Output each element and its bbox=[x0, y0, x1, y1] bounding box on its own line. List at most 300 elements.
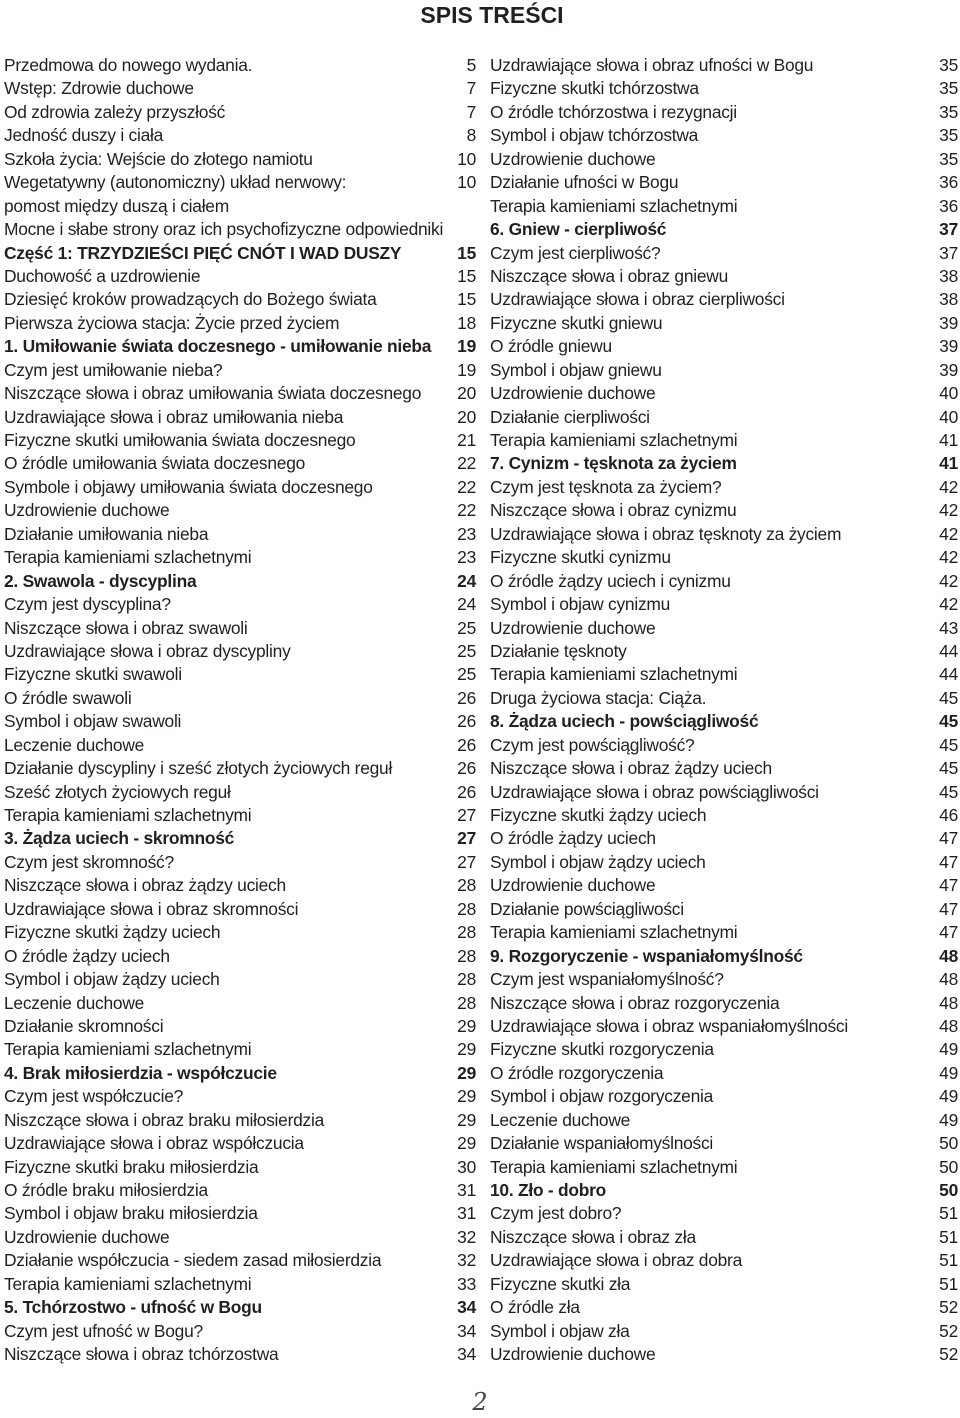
toc-entry bbox=[4, 921, 476, 944]
toc-entry bbox=[4, 1085, 476, 1108]
toc-entry bbox=[490, 382, 958, 405]
toc-entry bbox=[490, 1202, 958, 1225]
toc-entry-title: Uzdrawiające słowa i obraz cierpliwości bbox=[490, 289, 785, 310]
toc-entry-page: 41 bbox=[939, 453, 958, 474]
toc-entry bbox=[4, 429, 476, 452]
toc-entry-page: 29 bbox=[457, 1062, 476, 1083]
toc-chapter-entry bbox=[4, 335, 476, 358]
toc-entry-title: Uzdrawiające słowa i obraz wspaniałomyślności bbox=[490, 1015, 848, 1036]
toc-entry bbox=[490, 124, 958, 147]
toc-entry-title: Niszczące słowa i obraz żądzy uciech bbox=[490, 758, 772, 779]
toc-entry-title: 10. Zło - dobro bbox=[490, 1180, 607, 1200]
toc-entry-page: 45 bbox=[939, 734, 958, 755]
toc-entry-title: Uzdrowienie duchowe bbox=[490, 383, 656, 404]
toc-entry-page: 47 bbox=[939, 875, 958, 896]
toc-entry-title: 4. Brak miłosierdzia - współczucie bbox=[4, 1062, 277, 1083]
toc-entry-page: 27 bbox=[457, 851, 476, 872]
toc-entry bbox=[4, 499, 476, 522]
toc-entry-page: 51 bbox=[939, 1226, 958, 1247]
toc-entry-title: Uzdrawiające słowa i obraz umiłowania nieba bbox=[4, 406, 344, 427]
toc-entry-page: 45 bbox=[939, 687, 958, 708]
toc-entry-title: Niszczące słowa i obraz gniewu bbox=[490, 265, 729, 286]
toc-entry bbox=[4, 195, 476, 218]
toc-entry-title: 6. Gniew - cierpliwość bbox=[490, 219, 667, 240]
toc-entry-title: Uzdrawiające słowa i obraz powściągliwości bbox=[490, 781, 819, 802]
toc-entry bbox=[490, 359, 958, 382]
toc-entry bbox=[490, 1132, 958, 1155]
toc-entry-title: Uzdrowienie duchowe bbox=[490, 875, 656, 896]
toc-entry bbox=[490, 968, 958, 991]
toc-entry-page: 34 bbox=[457, 1320, 476, 1341]
toc-chapter-entry bbox=[490, 1179, 958, 1202]
toc-entry-page: 15 bbox=[457, 265, 476, 286]
toc-entry-title: Czym jest tęsknota za życiem? bbox=[490, 476, 722, 497]
toc-entry bbox=[4, 1273, 476, 1296]
toc-entry bbox=[4, 1132, 476, 1155]
toc-entry-page: 42 bbox=[939, 523, 958, 544]
toc-entry-title: Uzdrowienie duchowe bbox=[4, 1226, 170, 1247]
toc-entry-page: 33 bbox=[457, 1273, 476, 1294]
toc-entry-title: Niszczące słowa i obraz swawoli bbox=[4, 617, 248, 638]
toc-entry-page: 22 bbox=[457, 476, 476, 497]
toc-entry-page: 26 bbox=[457, 711, 476, 732]
toc-entry-page: 27 bbox=[457, 805, 476, 825]
toc-entry-page: 51 bbox=[939, 1250, 958, 1271]
toc-entry bbox=[4, 804, 476, 827]
toc-entry-page: 26 bbox=[457, 758, 476, 779]
toc-entry bbox=[4, 1343, 476, 1366]
toc-entry-page: 20 bbox=[457, 383, 476, 404]
toc-entry-page: 29 bbox=[457, 1039, 476, 1060]
toc-entry-title: Terapia kamieniami szlachetnymi bbox=[4, 1273, 252, 1294]
toc-entry-title: Uzdrawiające słowa i obraz dobra bbox=[490, 1250, 743, 1271]
toc-entry bbox=[4, 1179, 476, 1202]
toc-entry-page: 23 bbox=[457, 547, 476, 568]
toc-entry bbox=[490, 1343, 958, 1366]
toc-entry-title: Fizyczne skutki umiłowania świata doczesnego bbox=[4, 430, 356, 450]
toc-entry bbox=[4, 968, 476, 991]
toc-entry bbox=[4, 617, 476, 640]
toc-entry-page: 32 bbox=[457, 1250, 476, 1271]
toc-entry-title: Czym jest powściągliwość? bbox=[490, 734, 695, 755]
toc-entry-page: 45 bbox=[939, 758, 958, 779]
toc-entry-page: 30 bbox=[457, 1156, 476, 1177]
toc-entry-title: Czym jest skromność? bbox=[4, 851, 174, 872]
toc-entry bbox=[490, 1296, 958, 1319]
toc-entry-page: 24 bbox=[457, 594, 476, 615]
toc-entry bbox=[4, 312, 476, 335]
toc-entry bbox=[4, 1249, 476, 1272]
toc-entry-title: Symbol i objaw żądzy uciech bbox=[490, 851, 706, 872]
toc-entry-page: 18 bbox=[457, 312, 476, 333]
toc-entry-page: 25 bbox=[457, 640, 476, 661]
toc-entry bbox=[4, 757, 476, 780]
toc-right-column bbox=[490, 54, 958, 1367]
toc-entry bbox=[490, 242, 958, 265]
toc-entry bbox=[490, 429, 958, 452]
toc-entry bbox=[490, 734, 958, 757]
toc-entry bbox=[490, 874, 958, 897]
toc-entry-title: Fizyczne skutki cynizmu bbox=[490, 547, 671, 568]
toc-entry-title: Leczenie duchowe bbox=[4, 992, 145, 1013]
toc-entry-page: 35 bbox=[939, 148, 958, 169]
toc-entry-title: O źródle tchórzostwa i rezygnacji bbox=[490, 101, 737, 122]
toc-entry-title: 7. Cynizm - tęsknota za życiem bbox=[490, 453, 737, 474]
toc-chapter-entry bbox=[490, 452, 958, 475]
toc-entry bbox=[4, 1320, 476, 1343]
toc-entry bbox=[490, 523, 958, 546]
toc-entry-page: 38 bbox=[939, 265, 958, 286]
toc-entry bbox=[490, 406, 958, 429]
toc-entry-page: 35 bbox=[939, 101, 958, 122]
toc-entry bbox=[4, 1202, 476, 1225]
toc-entry-page: 51 bbox=[939, 1203, 958, 1224]
toc-entry-title: Działanie dyscypliny i sześć złotych życiowych reguł bbox=[4, 758, 393, 779]
toc-entry-page: 8 bbox=[466, 125, 476, 146]
toc-entry-title: O źródle żądzy uciech bbox=[4, 945, 170, 966]
toc-entry bbox=[4, 54, 476, 77]
toc-entry-page: 48 bbox=[939, 969, 958, 990]
toc-entry bbox=[4, 476, 476, 499]
toc-entry bbox=[490, 687, 958, 710]
toc-entry-title: O źródle zła bbox=[490, 1297, 580, 1318]
toc-entry-title: Czym jest umiłowanie nieba? bbox=[4, 359, 223, 380]
toc-entry-page: 29 bbox=[457, 1086, 476, 1107]
toc-entry-page: 35 bbox=[939, 55, 958, 75]
toc-entry-page: 36 bbox=[939, 172, 958, 193]
toc-entry bbox=[490, 593, 958, 616]
toc-entry bbox=[490, 195, 958, 218]
toc-chapter-entry bbox=[490, 218, 958, 241]
toc-entry-title: Czym jest dobro? bbox=[490, 1203, 622, 1224]
toc-entry bbox=[490, 101, 958, 124]
toc-entry-page: 47 bbox=[939, 851, 958, 872]
toc-entry-title: Fizyczne skutki tchórzostwa bbox=[490, 78, 699, 99]
toc-entry-page: 50 bbox=[939, 1180, 958, 1200]
toc-entry-title: Mocne i słabe strony oraz ich psychofizyczne odpowiedniki bbox=[4, 219, 444, 240]
toc-entry-title: Uzdrowienie duchowe bbox=[490, 148, 656, 169]
toc-entry-title: Duchowość a uzdrowienie bbox=[4, 265, 201, 286]
toc-entry-page: 34 bbox=[457, 1297, 476, 1318]
toc-entry-title: Działanie skromności bbox=[4, 1015, 164, 1036]
toc-entry-page: 49 bbox=[939, 1086, 958, 1107]
toc-entry-title: Pierwsza życiowa stacja: Życie przed życiem bbox=[4, 312, 340, 333]
toc-chapter-entry bbox=[4, 827, 476, 850]
toc-entry-title: Jedność duszy i ciała bbox=[4, 125, 164, 146]
toc-entry-title: Fizyczne skutki braku miłosierdzia bbox=[4, 1156, 259, 1177]
toc-entry-page: 41 bbox=[939, 430, 958, 450]
toc-entry-title: O źródle rozgoryczenia bbox=[490, 1062, 664, 1083]
toc-entry-page: 43 bbox=[939, 617, 958, 638]
toc-entry bbox=[4, 148, 476, 171]
toc-entry-title: pomost między duszą i ciałem bbox=[4, 195, 229, 216]
toc-entry bbox=[490, 171, 958, 194]
toc-entry-page: 46 bbox=[939, 805, 958, 825]
toc-entry bbox=[4, 359, 476, 382]
toc-entry-title: 2. Swawola - dyscyplina bbox=[4, 570, 197, 591]
page-title: SPIS TREŚCI bbox=[420, 2, 564, 28]
toc-entry-title: Fizyczne skutki swawoli bbox=[4, 664, 182, 685]
toc-entry-title: Niszczące słowa i obraz cynizmu bbox=[490, 500, 737, 521]
toc-entry-page: 15 bbox=[457, 289, 476, 310]
toc-entry-title: Symbol i objaw żądzy uciech bbox=[4, 969, 220, 990]
toc-entry bbox=[490, 921, 958, 944]
toc-entry-title: Niszczące słowa i obraz rozgoryczenia bbox=[490, 992, 780, 1013]
toc-entry-title: Uzdrawiające słowa i obraz ufności w Bogu bbox=[490, 55, 814, 75]
toc-entry-page: 49 bbox=[939, 1062, 958, 1083]
toc-entry bbox=[490, 898, 958, 921]
toc-entry-page: 25 bbox=[457, 664, 476, 685]
toc-entry-page: 40 bbox=[939, 383, 958, 404]
toc-entry-page: 42 bbox=[939, 500, 958, 521]
toc-entry-title: Niszczące słowa i obraz żądzy uciech bbox=[4, 875, 286, 896]
toc-entry bbox=[4, 288, 476, 311]
toc-entry-title: O źródle żądzy uciech i cynizmu bbox=[490, 570, 731, 591]
page-number: 2 bbox=[472, 1388, 488, 1416]
toc-entry-page: 7 bbox=[466, 78, 476, 99]
toc-entry bbox=[4, 1015, 476, 1038]
toc-entry-title: 3. Żądza uciech - skromność bbox=[4, 828, 235, 849]
toc-entry-title: O źródle braku miłosierdzia bbox=[4, 1180, 208, 1200]
toc-entry-page: 34 bbox=[457, 1344, 476, 1365]
toc-entry-title: Działanie powściągliwości bbox=[490, 898, 684, 919]
toc-entry bbox=[4, 265, 476, 288]
toc-entry bbox=[490, 1226, 958, 1249]
toc-entry bbox=[490, 804, 958, 827]
toc-entry-page: 29 bbox=[457, 1015, 476, 1036]
toc-entry-title: Uzdrawiające słowa i obraz współczucia bbox=[4, 1133, 304, 1154]
toc-entry-title: O źródle umiłowania świata doczesnego bbox=[4, 453, 306, 474]
toc-entry-title: Wstęp: Zdrowie duchowe bbox=[4, 78, 194, 99]
toc-entry-page: 25 bbox=[457, 617, 476, 638]
toc-entry bbox=[4, 406, 476, 429]
toc-entry bbox=[4, 874, 476, 897]
toc-entry-title: Przedmowa do nowego wydania. bbox=[4, 55, 253, 75]
toc-entry-page: 19 bbox=[457, 336, 476, 357]
toc-entry bbox=[490, 992, 958, 1015]
toc-entry-page: 42 bbox=[939, 594, 958, 615]
toc-entry-title: Działanie cierpliwości bbox=[490, 406, 650, 427]
toc-entry-title: Działanie tęsknoty bbox=[490, 640, 627, 661]
toc-chapter-entry bbox=[490, 945, 958, 968]
toc-entry-page: 22 bbox=[457, 453, 476, 474]
toc-entry-title: Symbol i objaw gniewu bbox=[490, 359, 662, 380]
toc-entry-title: 8. Żądza uciech - powściągliwość bbox=[490, 711, 759, 732]
toc-entry-page: 45 bbox=[939, 781, 958, 802]
toc-entry-page: 47 bbox=[939, 898, 958, 919]
toc-entry bbox=[4, 992, 476, 1015]
toc-entry-title: Uzdrawiające słowa i obraz tęsknoty za życiem bbox=[490, 523, 842, 544]
toc-entry-title: Symbol i objaw braku miłosierdzia bbox=[4, 1203, 258, 1224]
toc-entry bbox=[490, 617, 958, 640]
toc-entry-page: 29 bbox=[457, 1133, 476, 1154]
toc-entry bbox=[4, 1038, 476, 1061]
toc-entry-title: Niszczące słowa i obraz braku miłosierdzia bbox=[4, 1109, 325, 1130]
toc-entry-page: 35 bbox=[939, 78, 958, 99]
toc-entry-page: 42 bbox=[939, 570, 958, 591]
toc-entry-title: Symbol i objaw rozgoryczenia bbox=[490, 1086, 714, 1107]
toc-entry-title: Uzdrawiające słowa i obraz skromności bbox=[4, 898, 299, 919]
toc-entry bbox=[490, 827, 958, 850]
toc-entry-page: 52 bbox=[939, 1344, 958, 1365]
toc-entry-title: Uzdrowienie duchowe bbox=[490, 1344, 656, 1365]
toc-entry-page: 39 bbox=[939, 359, 958, 380]
toc-entry-title: Terapia kamieniami szlachetnymi bbox=[490, 664, 738, 685]
toc-entry-title: Szkoła życia: Wejście do złotego namiotu bbox=[4, 148, 313, 169]
toc-entry-page: 31 bbox=[457, 1203, 476, 1224]
toc-entry-page: 26 bbox=[457, 687, 476, 708]
toc-entry-page: 35 bbox=[939, 125, 958, 146]
toc-entry bbox=[4, 124, 476, 147]
toc-entry-page: 27 bbox=[457, 828, 476, 849]
toc-entry bbox=[4, 1109, 476, 1132]
toc-entry-title: Czym jest wspaniałomyślność? bbox=[490, 969, 724, 990]
toc-entry bbox=[4, 1156, 476, 1179]
toc-entry-page: 26 bbox=[457, 734, 476, 755]
toc-entry bbox=[490, 1109, 958, 1132]
toc-entry bbox=[4, 781, 476, 804]
toc-entry-title: O źródle swawoli bbox=[4, 687, 132, 708]
toc-entry-page: 37 bbox=[939, 219, 958, 240]
toc-entry bbox=[490, 1249, 958, 1272]
toc-entry-title: Terapia kamieniami szlachetnymi bbox=[490, 922, 738, 943]
toc-entry-title: Fizyczne skutki rozgoryczenia bbox=[490, 1039, 714, 1060]
toc-entry-title: Fizyczne skutki zła bbox=[490, 1273, 631, 1294]
toc-entry bbox=[490, 640, 958, 663]
toc-entry-title: Niszczące słowa i obraz umiłowania świata doczesnego bbox=[4, 383, 422, 404]
toc-entry-page: 52 bbox=[939, 1297, 958, 1318]
toc-entry-page: 39 bbox=[939, 336, 958, 357]
toc-entry bbox=[490, 851, 958, 874]
toc-entry-page: 22 bbox=[457, 500, 476, 521]
toc-entry-title: Od zdrowia zależy przyszłość bbox=[4, 101, 226, 122]
toc-entry-title: Fizyczne skutki żądzy uciech bbox=[490, 805, 707, 825]
toc-entry-title: Uzdrowienie duchowe bbox=[4, 500, 170, 521]
toc-entry-title: Sześć złotych życiowych reguł bbox=[4, 781, 231, 802]
toc-entry bbox=[4, 593, 476, 616]
toc-entry-title: Wegetatywny (autonomiczny) układ nerwowy: bbox=[4, 172, 347, 193]
toc-entry bbox=[4, 898, 476, 921]
toc-entry bbox=[4, 710, 476, 733]
toc-entry bbox=[490, 54, 958, 77]
toc-entry-page: 19 bbox=[457, 359, 476, 380]
toc-entry bbox=[4, 382, 476, 405]
toc-entry bbox=[490, 77, 958, 100]
toc-entry-title: 9. Rozgoryczenie - wspaniałomyślność bbox=[490, 945, 803, 966]
toc-entry-title: Działanie wspaniałomyślności bbox=[490, 1133, 714, 1154]
toc-entry-page: 24 bbox=[457, 570, 476, 591]
toc-entry-title: Symbol i objaw zła bbox=[490, 1320, 630, 1341]
toc-entry bbox=[490, 546, 958, 569]
toc-entry-page: 31 bbox=[457, 1180, 476, 1200]
toc-entry-page: 7 bbox=[466, 101, 476, 122]
toc-entry-title: Symbole i objawy umiłowania świata doczesnego bbox=[4, 476, 373, 497]
toc-entry bbox=[490, 1320, 958, 1343]
toc-entry-page: 44 bbox=[939, 640, 958, 661]
toc-entry-title: Niszczące słowa i obraz tchórzostwa bbox=[4, 1344, 279, 1365]
toc-entry bbox=[490, 663, 958, 686]
toc-entry-page: 28 bbox=[457, 945, 476, 966]
toc-entry-title: Niszczące słowa i obraz zła bbox=[490, 1226, 696, 1247]
toc-entry-page: 50 bbox=[939, 1156, 958, 1177]
toc-entry bbox=[490, 335, 958, 358]
toc-entry bbox=[4, 734, 476, 757]
toc-entry-title: Leczenie duchowe bbox=[490, 1109, 631, 1130]
toc-entry bbox=[490, 476, 958, 499]
toc-entry bbox=[4, 452, 476, 475]
toc-entry-page: 40 bbox=[939, 406, 958, 427]
toc-entry-page: 48 bbox=[939, 945, 958, 966]
toc-entry bbox=[4, 945, 476, 968]
toc-entry-page: 20 bbox=[457, 406, 476, 427]
toc-entry-title: Czym jest ufność w Bogu? bbox=[4, 1320, 203, 1341]
toc-entry-title: Symbol i objaw cynizmu bbox=[490, 594, 671, 615]
toc-entry bbox=[490, 570, 958, 593]
toc-entry bbox=[4, 687, 476, 710]
toc-entry-page: 44 bbox=[939, 664, 958, 685]
toc-entry-page: 10 bbox=[457, 172, 476, 193]
toc-entry-page: 42 bbox=[939, 547, 958, 568]
toc-entry-page: 21 bbox=[457, 430, 476, 450]
toc-entry-page: 23 bbox=[457, 523, 476, 544]
toc-entry-title: Leczenie duchowe bbox=[4, 734, 145, 755]
toc-entry bbox=[490, 148, 958, 171]
toc-entry bbox=[4, 523, 476, 546]
toc-entry-page: 29 bbox=[457, 1109, 476, 1130]
toc-entry-title: Symbol i objaw tchórzostwa bbox=[490, 125, 699, 146]
toc-chapter-entry bbox=[4, 1296, 476, 1319]
toc-entry-page: 49 bbox=[939, 1039, 958, 1060]
toc-entry bbox=[490, 288, 958, 311]
toc-entry-page: 42 bbox=[939, 476, 958, 497]
toc-entry-title: Czym jest współczucie? bbox=[4, 1086, 184, 1107]
toc-entry-page: 45 bbox=[939, 711, 958, 732]
toc-entry bbox=[490, 757, 958, 780]
toc-entry bbox=[490, 312, 958, 335]
toc-entry-page: 28 bbox=[457, 922, 476, 943]
toc-entry-title: Symbol i objaw swawoli bbox=[4, 711, 182, 732]
toc-entry-title: Czym jest cierpliwość? bbox=[490, 242, 661, 263]
toc-entry-page: 28 bbox=[457, 992, 476, 1013]
toc-entry bbox=[4, 101, 476, 124]
toc-entry-page: 28 bbox=[457, 898, 476, 919]
toc-entry bbox=[490, 781, 958, 804]
toc-entry-page: 52 bbox=[939, 1320, 958, 1341]
toc-entry-title: Druga życiowa stacja: Ciąża. bbox=[490, 687, 707, 708]
toc-entry-page: 32 bbox=[457, 1226, 476, 1247]
toc-entry-page: 47 bbox=[939, 922, 958, 943]
toc-entry-page: 28 bbox=[457, 969, 476, 990]
toc-entry-title: O źródle żądzy uciech bbox=[490, 828, 656, 849]
toc-entry-title: Terapia kamieniami szlachetnymi bbox=[4, 805, 252, 825]
toc-entry bbox=[4, 218, 476, 241]
toc-entry-title: Dziesięć kroków prowadzących do Bożego świata bbox=[4, 289, 377, 310]
toc-entry-title: 5. Tchórzostwo - ufność w Bogu bbox=[4, 1297, 262, 1318]
toc-entry bbox=[490, 265, 958, 288]
toc-entry-title: 1. Umiłowanie świata doczesnego - umiłowanie nieba bbox=[4, 336, 432, 357]
toc-entry-title: Terapia kamieniami szlachetnymi bbox=[4, 1039, 252, 1060]
toc-entry-title: Terapia kamieniami szlachetnymi bbox=[490, 195, 738, 216]
toc-entry-title: Działanie współczucia - siedem zasad miłosierdzia bbox=[4, 1250, 382, 1271]
toc-entry-page: 49 bbox=[939, 1109, 958, 1130]
toc-entry-title: Terapia kamieniami szlachetnymi bbox=[490, 1156, 738, 1177]
toc-chapter-entry bbox=[4, 1062, 476, 1085]
toc-entry-page: 50 bbox=[939, 1133, 958, 1154]
toc-entry-title: Terapia kamieniami szlachetnymi bbox=[4, 547, 252, 568]
toc-left-column bbox=[4, 54, 476, 1367]
toc-entry bbox=[4, 1226, 476, 1249]
toc-entry-page: 51 bbox=[939, 1273, 958, 1294]
